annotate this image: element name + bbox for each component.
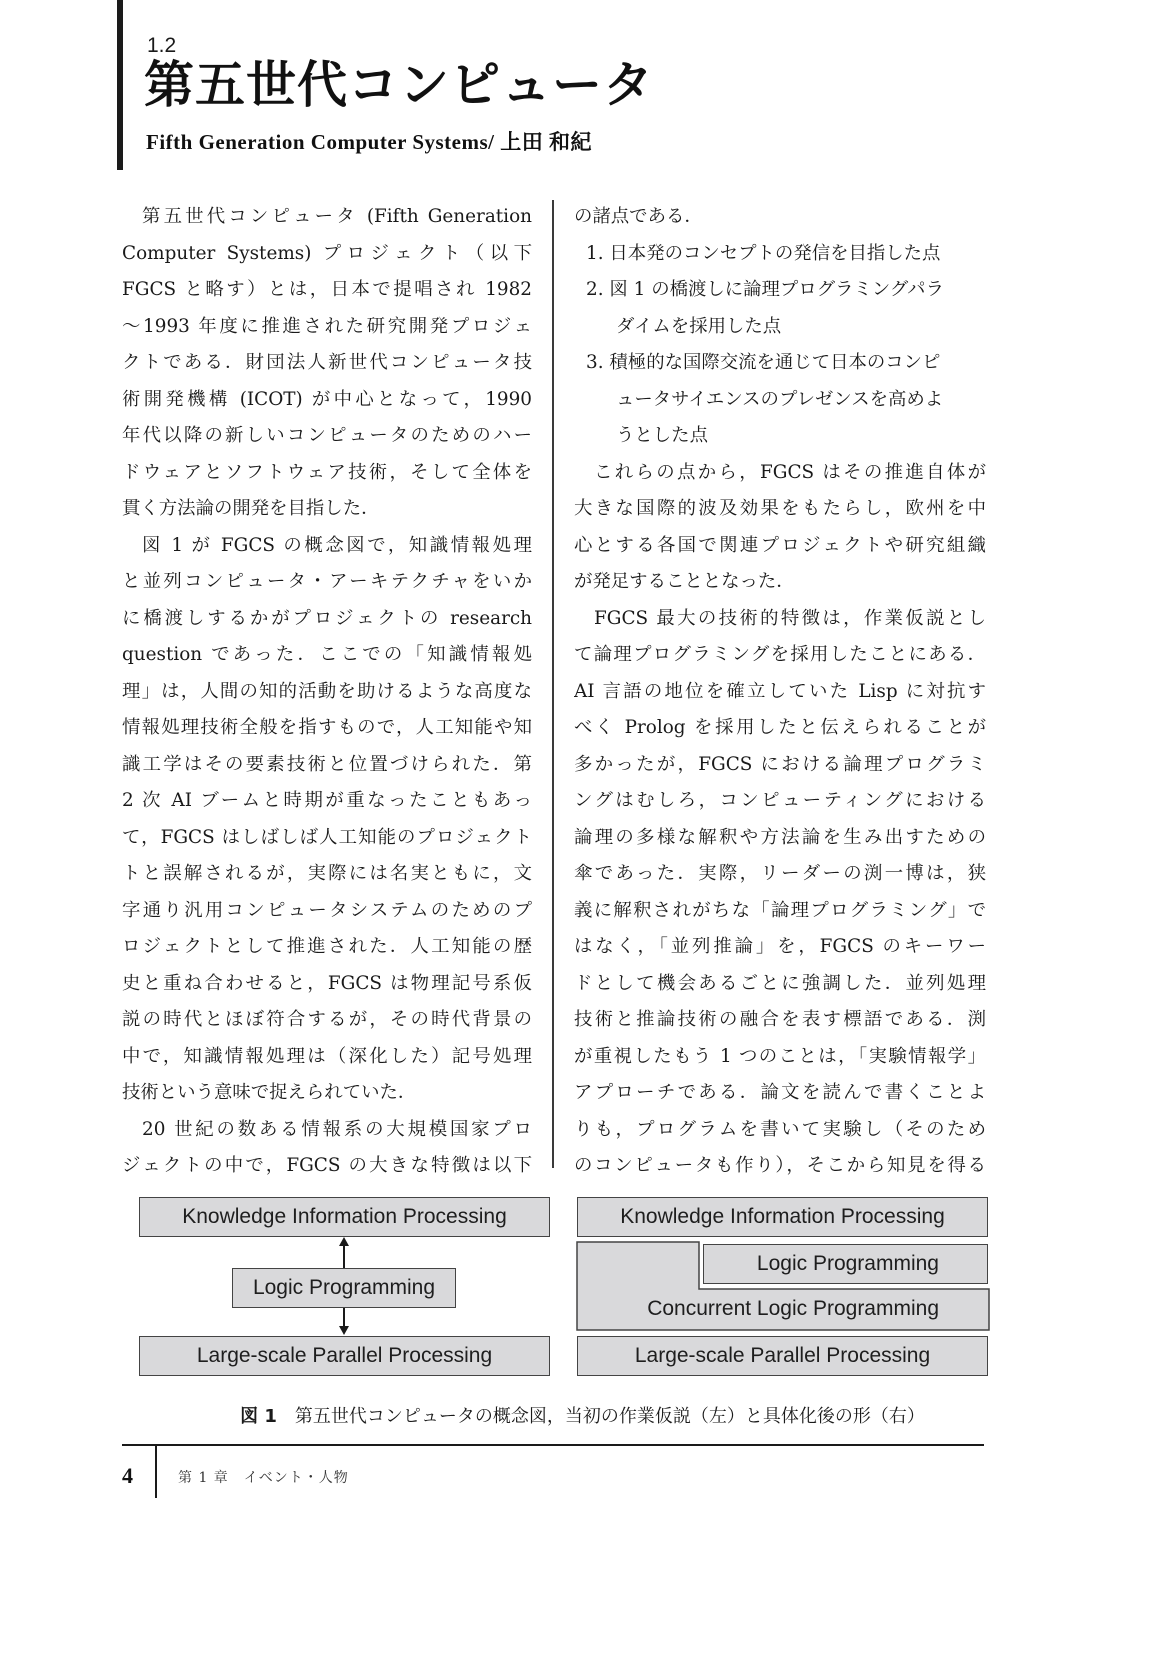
list-number: 2. (586, 279, 604, 300)
text-line: りも，プログラムを書いて実験し（そのため (574, 1118, 986, 1140)
page-number: 4 (122, 1463, 133, 1488)
text-line: て論理プログラミングを採用したことにある． (574, 644, 986, 665)
box-large-scale-parallel-processing: Large-scale Parallel Processing (139, 1336, 550, 1376)
page-title: 第五世代コンピュータ (144, 56, 654, 114)
list-item (574, 345, 986, 382)
box-inner-logic-programming: Logic Programming (703, 1244, 988, 1284)
list-item-continuation: うとした点 (616, 425, 708, 446)
text-line: ロジェクトとして推進された．人工知能の歴 (122, 936, 532, 957)
list-item (574, 236, 986, 273)
list-item-continuation: ュータサイエンスのプレゼンスを高めよ (616, 388, 944, 410)
subtitle-author: Fifth Generation Computer Systems/ 上田 和紀 (146, 130, 592, 154)
header-accent-bar (117, 0, 123, 170)
text-line: に橋渡しするかがプロジェクトの research (122, 607, 532, 629)
figure-caption (0, 1402, 1165, 1428)
text-line: が発足することとなった． (574, 571, 795, 592)
chapter-label: 第 1 章 イベント・人物 (178, 1470, 349, 1486)
text-line: 多かったが，FGCS における論理プログラミ (574, 753, 986, 775)
arrow-down-icon (339, 1326, 349, 1335)
text-line: 理」は，人間の知的活動を助けるような高度な (122, 680, 532, 702)
text-line: 第五世代コンピュータ (Fifth Generation (142, 206, 532, 227)
text-line: クトである．財団法人新世代コンピュータ技 (122, 352, 532, 373)
text-line: これらの点から，FGCS はその推進自体が (594, 461, 986, 483)
text-line: 技術という意味で捉えられていた． (122, 1082, 417, 1103)
text-line: の諸点である． (574, 206, 703, 227)
text-line: て，FGCS はしばしば人工知能のプロジェクト (122, 826, 532, 848)
list-item (574, 272, 986, 309)
text-line: 史と重ね合わせると，FGCS は物理記号系仮 (122, 972, 532, 994)
text-line: 年代以降の新しいコンピュータのためのハー (122, 425, 532, 446)
text-line: 術開発機構 (ICOT) が中心となって，1990 (122, 388, 532, 410)
text-line: AI 言語の地位を確立していた Lisp に対抗す (574, 680, 986, 702)
text-line: 説の時代とほぼ符合するが，その時代背景の (122, 1009, 532, 1030)
figure-caption-text: 第五世代コンピュータの概念図，当初の作業仮説（左）と具体化後の形（右） (294, 1406, 925, 1427)
text-line: 字通り汎用コンピュータシステムのためのプ (122, 899, 532, 921)
text-line: 図 1 が FGCS の概念図で，知識情報処理 (142, 534, 532, 556)
text-line: と並列コンピュータ・アーキテクチャをいか (122, 571, 532, 592)
text-line: が重視したもう 1 つのことは，「実験情報学」 (574, 1045, 986, 1067)
box-large-scale-parallel-processing: Large-scale Parallel Processing (577, 1336, 988, 1376)
right-column (574, 199, 986, 1185)
text-line: 中で，知識情報処理は（深化した）記号処理 (122, 1045, 532, 1067)
list-text: 日本発のコンセプトの発信を目指した点 (609, 242, 941, 264)
footer-divider (155, 1446, 157, 1498)
list-item-continuation: ダイムを採用した点 (616, 315, 782, 337)
concurrent-logic-programming-label: Concurrent Logic Programming (647, 1297, 939, 1320)
text-line: 〜1993 年度に推進された研究開発プロジェ (122, 315, 532, 337)
text-line: 20 世紀の数ある情報系の大規模国家プロ (142, 1118, 532, 1140)
text-line: 傘であった．実際，リーダーの渕一博は，狭 (574, 863, 986, 884)
text-line: ドウェアとソフトウェア技術，そして全体を (122, 461, 532, 483)
left-column (122, 199, 532, 1185)
text-line: アプローチである．論文を読んで書くことよ (574, 1082, 986, 1103)
list-text: 図 1 の橋渡しに論理プログラミングパラ (609, 279, 944, 300)
box-knowledge-information-processing: Knowledge Information Processing (139, 1197, 550, 1237)
footer-rule (122, 1444, 984, 1446)
list-text: 積極的な国際交流を通じて日本のコンピ (609, 352, 941, 373)
text-line: 2 次 AI ブームと時期が重なったこともあっ (122, 790, 532, 811)
text-line: ドとして機会あるごとに強調した．並列処理 (574, 972, 986, 994)
text-line: 技術と推論技術の融合を表す標語である．渕 (574, 1009, 986, 1030)
text-line: 大きな国際的波及効果をもたらし，欧州を中 (574, 498, 986, 519)
box-knowledge-information-processing: Knowledge Information Processing (577, 1197, 988, 1237)
box-logic-programming: Logic Programming (232, 1268, 456, 1308)
text-line: べく Prolog を採用したと伝えられることが (574, 717, 986, 738)
text-line: 論理の多様な解釈や方法論を生み出すための (574, 826, 986, 848)
list-number: 3. (586, 352, 604, 373)
text-line: ングはむしろ，コンピューティングにおける (574, 790, 986, 811)
text-line: トと誤解されるが，実際には名実ともに，文 (122, 863, 532, 884)
arrow-connector-up (343, 1244, 345, 1268)
text-line: 貫く方法論の開発を目指した． (122, 498, 380, 519)
text-line: question であった．ここでの「知識情報処 (122, 644, 532, 665)
text-line: FGCS と略す）とは，日本で提唱され 1982 (122, 279, 532, 300)
text-line: 心とする各国で関連プロジェクトや研究組織 (574, 534, 986, 556)
text-line: FGCS 最大の技術的特徴は，作業仮説とし (594, 607, 986, 629)
text-line: 義に解釈されがちな「論理プログラミング」で (574, 899, 986, 921)
column-divider (552, 200, 554, 1168)
text-line: はなく，「並列推論」を，FGCS のキーワー (574, 936, 986, 957)
text-line: Computer Systems) プロジェクト（以下 (122, 242, 532, 264)
text-line: ジェクトの中で，FGCS の大きな特徴は以下 (122, 1155, 532, 1176)
arrow-connector-down (343, 1308, 345, 1328)
list-number: 1. (586, 242, 604, 264)
section-number: 1.2 (147, 34, 177, 57)
text-line: 識工学はその要素技術と位置づけられた．第 (122, 753, 532, 775)
text-line: 情報処理技術全般を指すもので，人工知能や知 (122, 717, 532, 738)
figure-caption-label: 図 1 (240, 1406, 277, 1427)
text-line: のコンピュータも作り），そこから知見を得る (574, 1155, 986, 1176)
